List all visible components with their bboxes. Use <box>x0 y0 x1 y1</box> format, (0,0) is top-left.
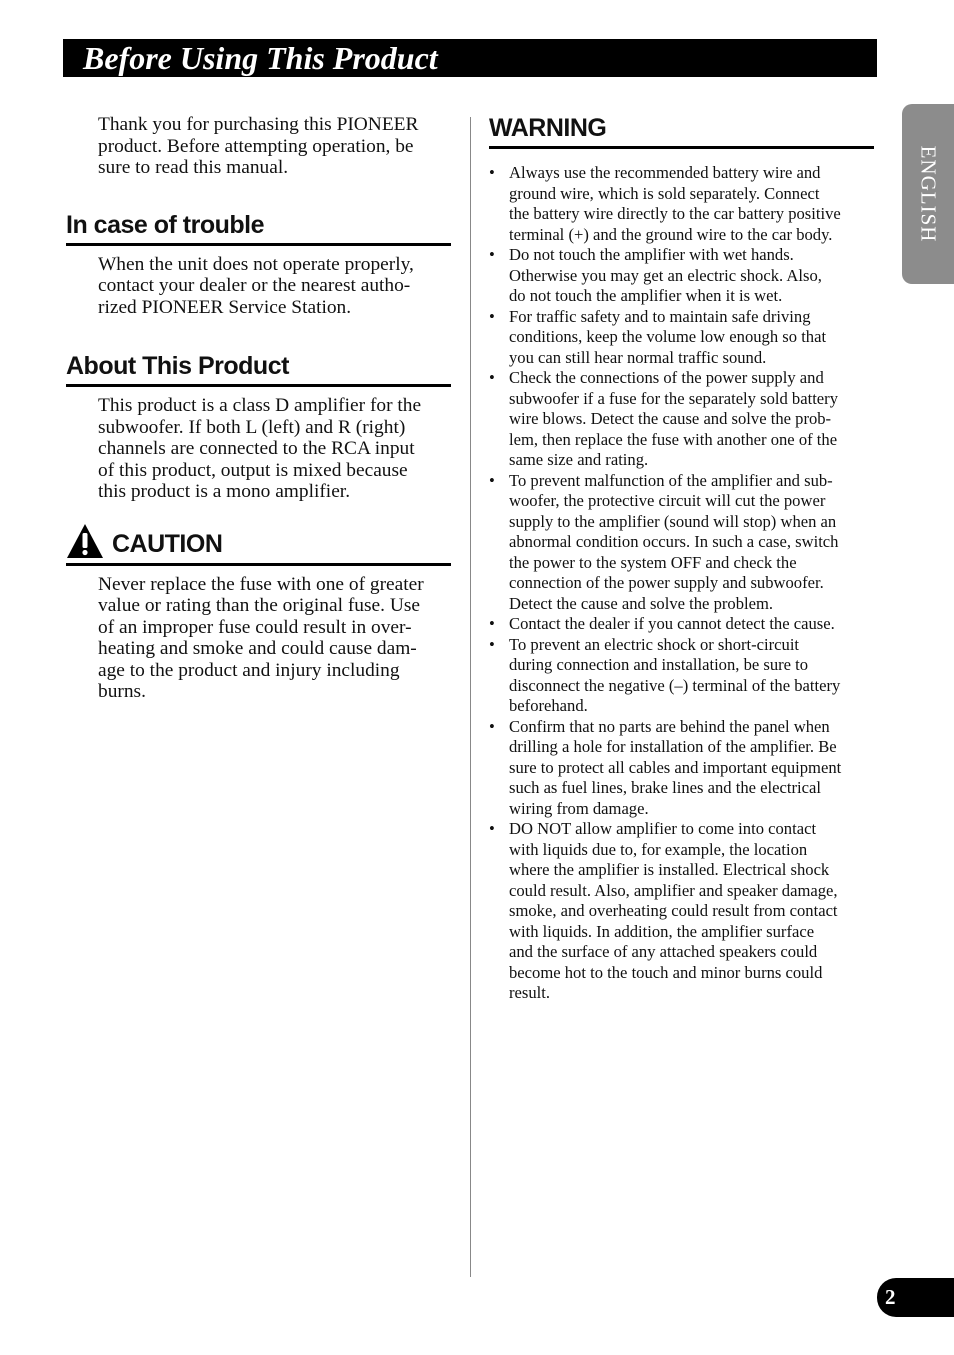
warning-item <box>489 368 874 471</box>
page-number: 2 <box>885 1285 896 1309</box>
about-heading: About This Product <box>66 351 451 387</box>
warning-item-text: Contact the dealer if you cannot detect the cause. <box>509 614 835 633</box>
warning-triangle-icon <box>66 523 104 559</box>
bullet-icon: • <box>489 614 495 633</box>
bullet-icon: • <box>489 470 495 490</box>
warning-heading: WARNING <box>489 113 874 149</box>
page-title-bar <box>63 39 877 77</box>
trouble-heading: In case of trouble <box>66 210 451 246</box>
page-number-badge <box>877 1278 954 1317</box>
bullet-icon: • <box>489 306 495 326</box>
warning-list <box>489 163 874 1004</box>
warning-item-text: To prevent an electric shock or short-circuit during connection and installation, be sure to disconnect the negative (–) terminal of the battery beforehand. <box>509 634 841 715</box>
bullet-icon: • <box>489 245 495 264</box>
caution-heading-row <box>66 523 451 566</box>
bullet-icon: • <box>489 634 495 654</box>
warning-item-text: DO NOT allow amplifier to come into contact with liquids due to, for example, the location where the amplifier is installed. Electrical shock could result. Also, amplifier and speaker damage, smoke, and overheating could result from contact with liquids. In addition, the amplifier surface and the surface of any attached speakers could become hot to the touch and minor burns could result. <box>509 819 838 1002</box>
trouble-paragraph: When the unit does not operate properly, contact your dealer or the nearest autho- rized PIONEER Service Station. <box>98 253 414 318</box>
bullet-icon: • <box>489 819 495 838</box>
language-tab-label: ENGLISH <box>916 145 941 243</box>
left-column <box>66 113 451 703</box>
bullet-icon: • <box>489 368 495 387</box>
about-paragraph: This product is a class D amplifier for the subwoofer. If both L (left) and R (right) channels are connected to the RCA input of this product, output is mixed because this product is a mono amplifier. <box>98 395 422 502</box>
warning-item <box>489 245 874 307</box>
warning-item <box>489 614 874 635</box>
warning-item-text: Do not touch the amplifier with wet hands. Otherwise you may get an electric shock. Also, do not touch the amplifier when it is wet. <box>509 245 822 305</box>
bullet-icon: • <box>489 716 495 736</box>
intro-paragraph: Thank you for purchasing this PIONEER product. Before attempting operation, be sure to read this manual. <box>98 114 419 178</box>
warning-item-text: Confirm that no parts are behind the panel when drilling a hole for installation of the amplifier. Be sure to protect all cables and important equipment such as fuel lines, brake lines and the electrical wiring from damage. <box>509 716 842 818</box>
warning-item <box>489 717 874 820</box>
page-title: Before Using This Product <box>83 40 438 76</box>
column-divider <box>470 117 471 1277</box>
bullet-icon: • <box>489 163 495 182</box>
caution-section <box>66 523 451 703</box>
warning-item <box>489 635 874 717</box>
right-column <box>489 113 874 1004</box>
caution-heading: CAUTION <box>112 529 223 558</box>
warning-item-text: For traffic safety and to maintain safe driving conditions, keep the volume low enough so that you can still hear normal traffic sound. <box>509 306 827 367</box>
warning-item-text: Always use the recommended battery wire and ground wire, which is sold separately. Connect the battery wire directly to the car battery positive terminal (+) and the ground wire to the car body. <box>509 163 841 244</box>
warning-item <box>489 471 874 615</box>
warning-item <box>489 163 874 245</box>
caution-paragraph: Never replace the fuse with one of greater value or rating than the original fuse. Use of an improper fuse could result in over- heating and smoke and could cause dam- age to the product and injury including burns. <box>98 573 424 702</box>
warning-item <box>489 307 874 369</box>
warning-item-text: To prevent malfunction of the amplifier and sub- woofer, the protective circuit will cut the power supply to the amplifier (sound will stop) when an abnormal condition occurs. In such a case, switch the power to the system OFF and check the connection of the power supply and subwoofer. Detect the cause and solve the problem. <box>509 470 839 613</box>
warning-item <box>489 819 874 1004</box>
warning-item-text: Check the connections of the power supply and subwoofer if a fuse for the separately sold battery wire blows. Detect the cause and solve the prob- lem, then replace the fuse with another one of the same size and rating. <box>509 368 838 469</box>
language-tab <box>902 104 954 284</box>
